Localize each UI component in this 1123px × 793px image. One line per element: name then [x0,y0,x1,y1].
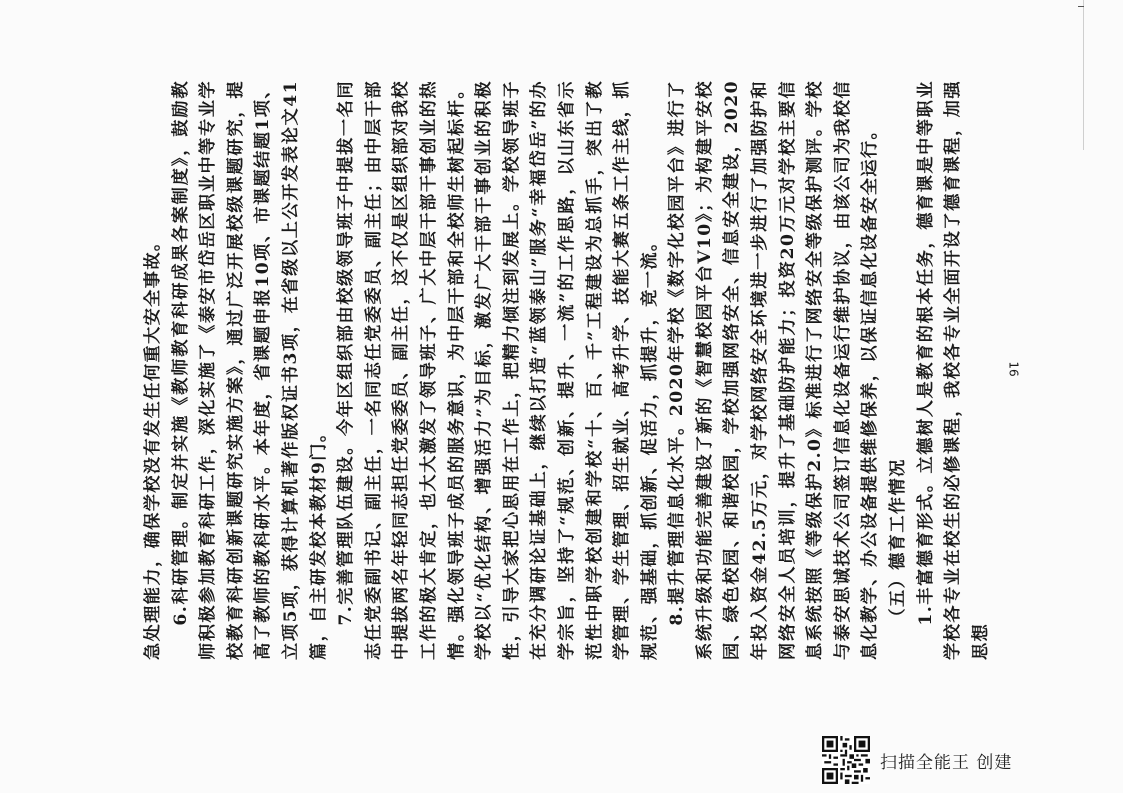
paragraph-informatization: 8.提升管理信息化水平。2020年学校《数字化校园平台》进行了系统升级和功能完善建设了新的《智慧校园平台V10》；为构建平安校园、绿色校园、和谐校园，学校加强网络安全、信息安全建设，2020年投入资金42.5万元，对学校网络安全环境进一步进行了加强防护和网络安全人员培训，提升了基础防护能力；投资20万元对学校主要信息系统按照《等级保护2.0》标准进行了网络安全等级保护测评。学校与泰安思诚技术公司签订信息化设备运行维护协议，由该公司为我校信息化教学、办公设备提供维修保养，以保证信息化设备安全运行。 [667,80,881,660]
paragraph-research-management: 6.科研管理。制定并实施《教师教育科研成果各案制度》，鼓励教师积极参加教育科研工作，深化实施了《泰安市岱岳区职业中等专业学校教育科研创新课题研究实施方案》，通过广泛开展校级课题研究，提高了教师的教科研水平。本年度，省课题申报10项、市课题结题1项、立项5项，获得计算机著作版权证书3项，在省级以上公开发表论文41篇，自主研发校本教材9门。 [170,80,329,660]
section-heading-moral-education: （五）德育工作情况 [888,458,909,626]
watermark-text: 扫描全能王 创建 [880,752,1013,773]
paragraph-moral-education: 1.丰富德育形式。立德树人是教育的根本任务，德育课是中等职业学校各专业在校生的必修课程，我校各专业全面开设了德育课程，加强思想 [915,80,991,660]
page-number: 16 [1006,361,1021,377]
paragraph-continuation: 急处理能力，确保学校没有发生任何重大安全事故。 [143,232,163,660]
scan-edge-line [1083,0,1084,150]
qr-code-icon [822,736,870,784]
scan-edge-tick [1078,6,1084,7]
rotated-text-block [140,80,991,660]
scanner-watermark [822,736,1012,784]
document-body [140,80,991,660]
paragraph-management-team: 7.完善管理队伍建设。今年区组织部由校级领导班子中提拔一名同志任党委副书记、副主任，一名同志任党委委员、副主任；由中层干部中提拔两名年轻同志担任党委委员、副主任，这不仅是区组织部对我校工作的极大肯定，也大大激发了领导班子、广大中层干部干事创业的热情。强化领导班子成员的服务意识，为中层干部和全校师生树起标杆。学校以“优化结构、增强活力”为目标，激发广大干部干事创业的积极性，引导大家把心思用在工作上，把精力倾注到发展上。学校领导班子在充分调研论证基础上，继续以打造“蓝领泰山”服务“幸福岱岳”的办学宗旨，坚持了“规范、创新、提升、一流”的工作思路，以山东省示范性中职学校创建和学校“十、百、千”工程建设为总抓手，突出了教学管理、学生管理、招生就业、高考升学、技能大赛五条工作主线，抓规范、强基础，抓创新、促活力，抓提升，竞一流。 [336,80,660,660]
